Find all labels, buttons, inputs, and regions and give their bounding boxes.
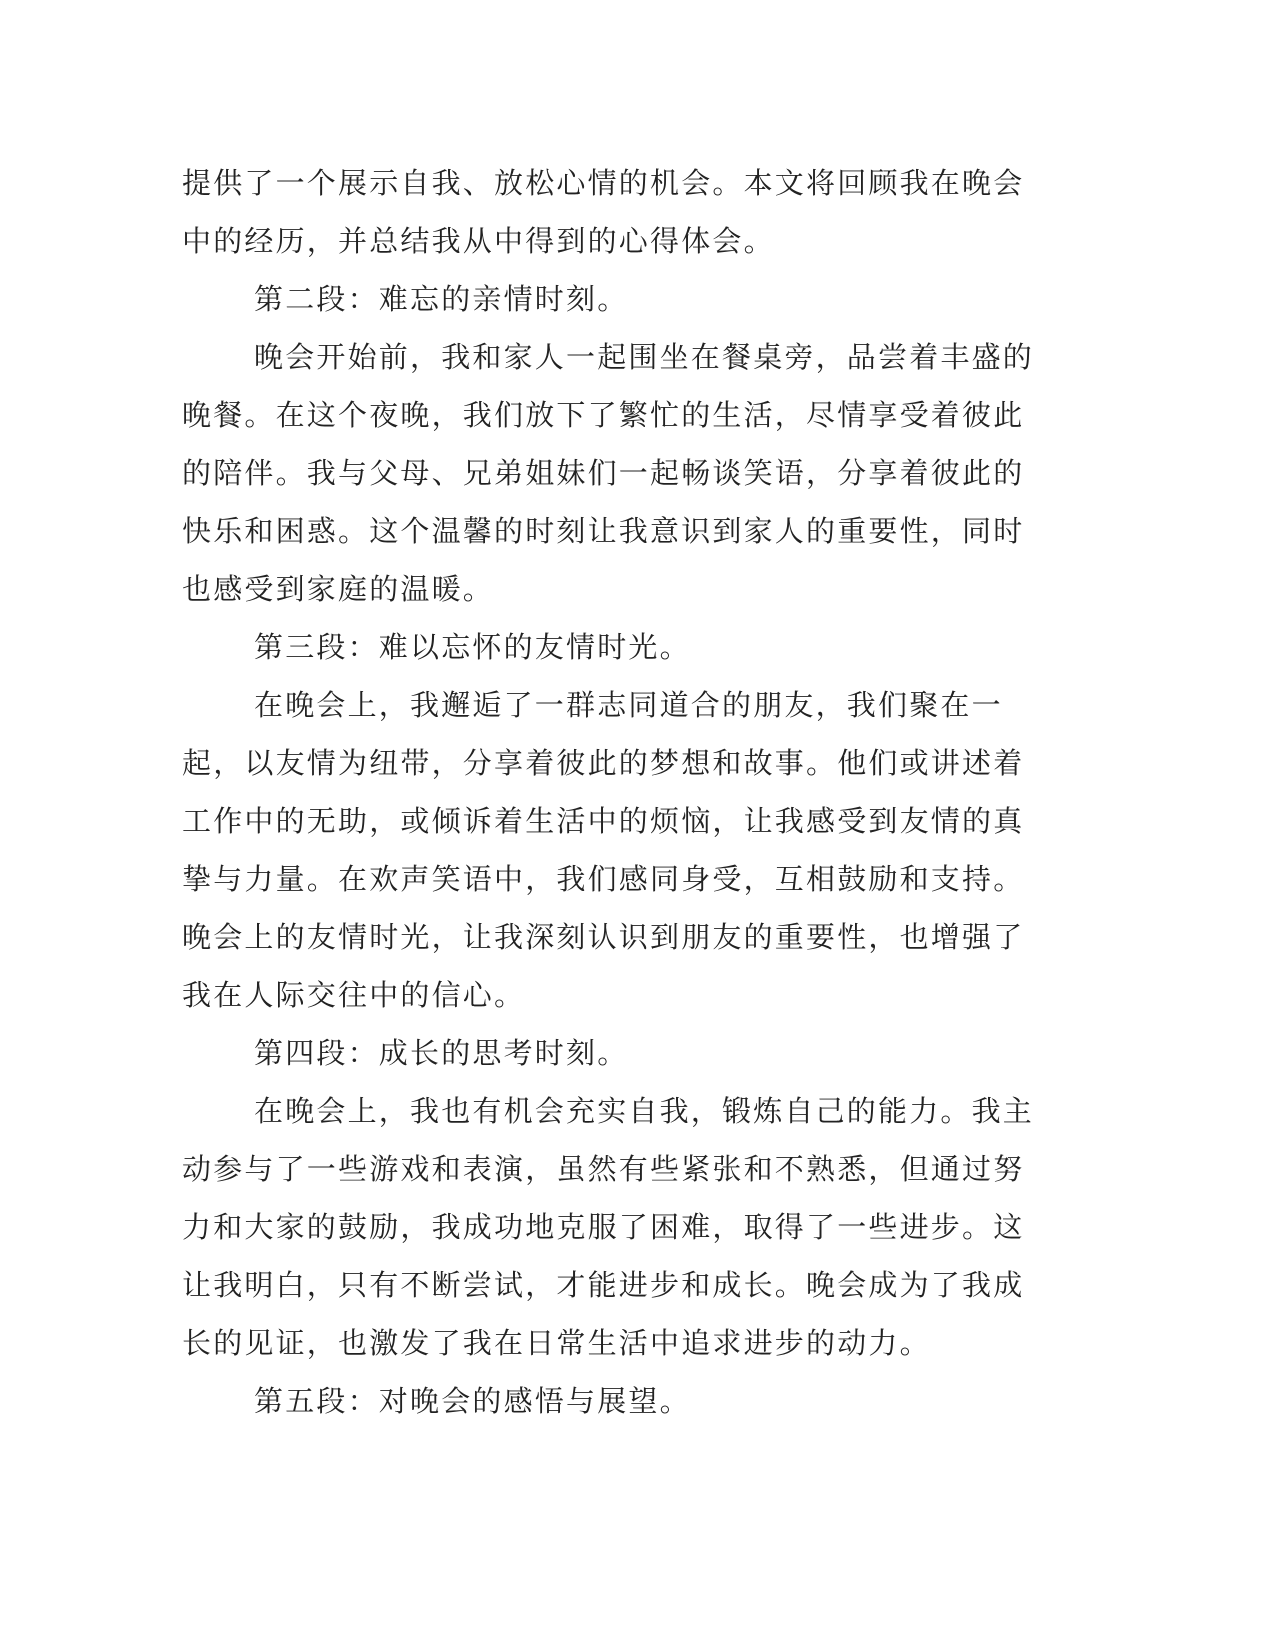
section-heading-3: 第三段：难以忘怀的友情时光。 [254, 630, 691, 664]
paragraph-friendship: 在晚会上，我邂逅了一群志同道合的朋友，我们聚在一起，以友情为纽带，分享着彼此的梦想和故事。他们或讲述着工作中的无助，或倾诉着生活中的烦恼，让我感受到友情的真挚与力量。在欢声笑语中，我们感同身受，互相鼓励和支持。晚会上的友情时光，让我深刻认识到朋友的重要性，也增强了我在人际交往中的信心。 [182, 688, 1025, 1012]
paragraph-family: 晚会开始前，我和家人一起围坐在餐桌旁，品尝着丰盛的晚餐。在这个夜晚，我们放下了繁忙的生活，尽情享受着彼此的陪伴。我与父母、兄弟姐妹们一起畅谈笑语，分享着彼此的快乐和困惑。这个温馨的时刻让我意识到家人的重要性，同时也感受到家庭的温暖。 [182, 340, 1035, 606]
section-heading-2: 第二段：难忘的亲情时刻。 [254, 282, 629, 316]
paragraph-intro-continuation: 提供了一个展示自我、放松心情的机会。本文将回顾我在晚会中的经历，并总结我从中得到的心得体会。 [182, 166, 1025, 258]
section-heading-4: 第四段：成长的思考时刻。 [254, 1036, 629, 1070]
section-heading-5: 第五段：对晚会的感悟与展望。 [254, 1384, 691, 1418]
document-body [182, 154, 1042, 1430]
paragraph-growth: 在晚会上，我也有机会充实自我，锻炼自己的能力。我主动参与了一些游戏和表演，虽然有些紧张和不熟悉，但通过努力和大家的鼓励，我成功地克服了困难，取得了一些进步。这让我明白，只有不断尝试，才能进步和成长。晚会成为了我成长的见证，也激发了我在日常生活中追求进步的动力。 [182, 1094, 1035, 1360]
